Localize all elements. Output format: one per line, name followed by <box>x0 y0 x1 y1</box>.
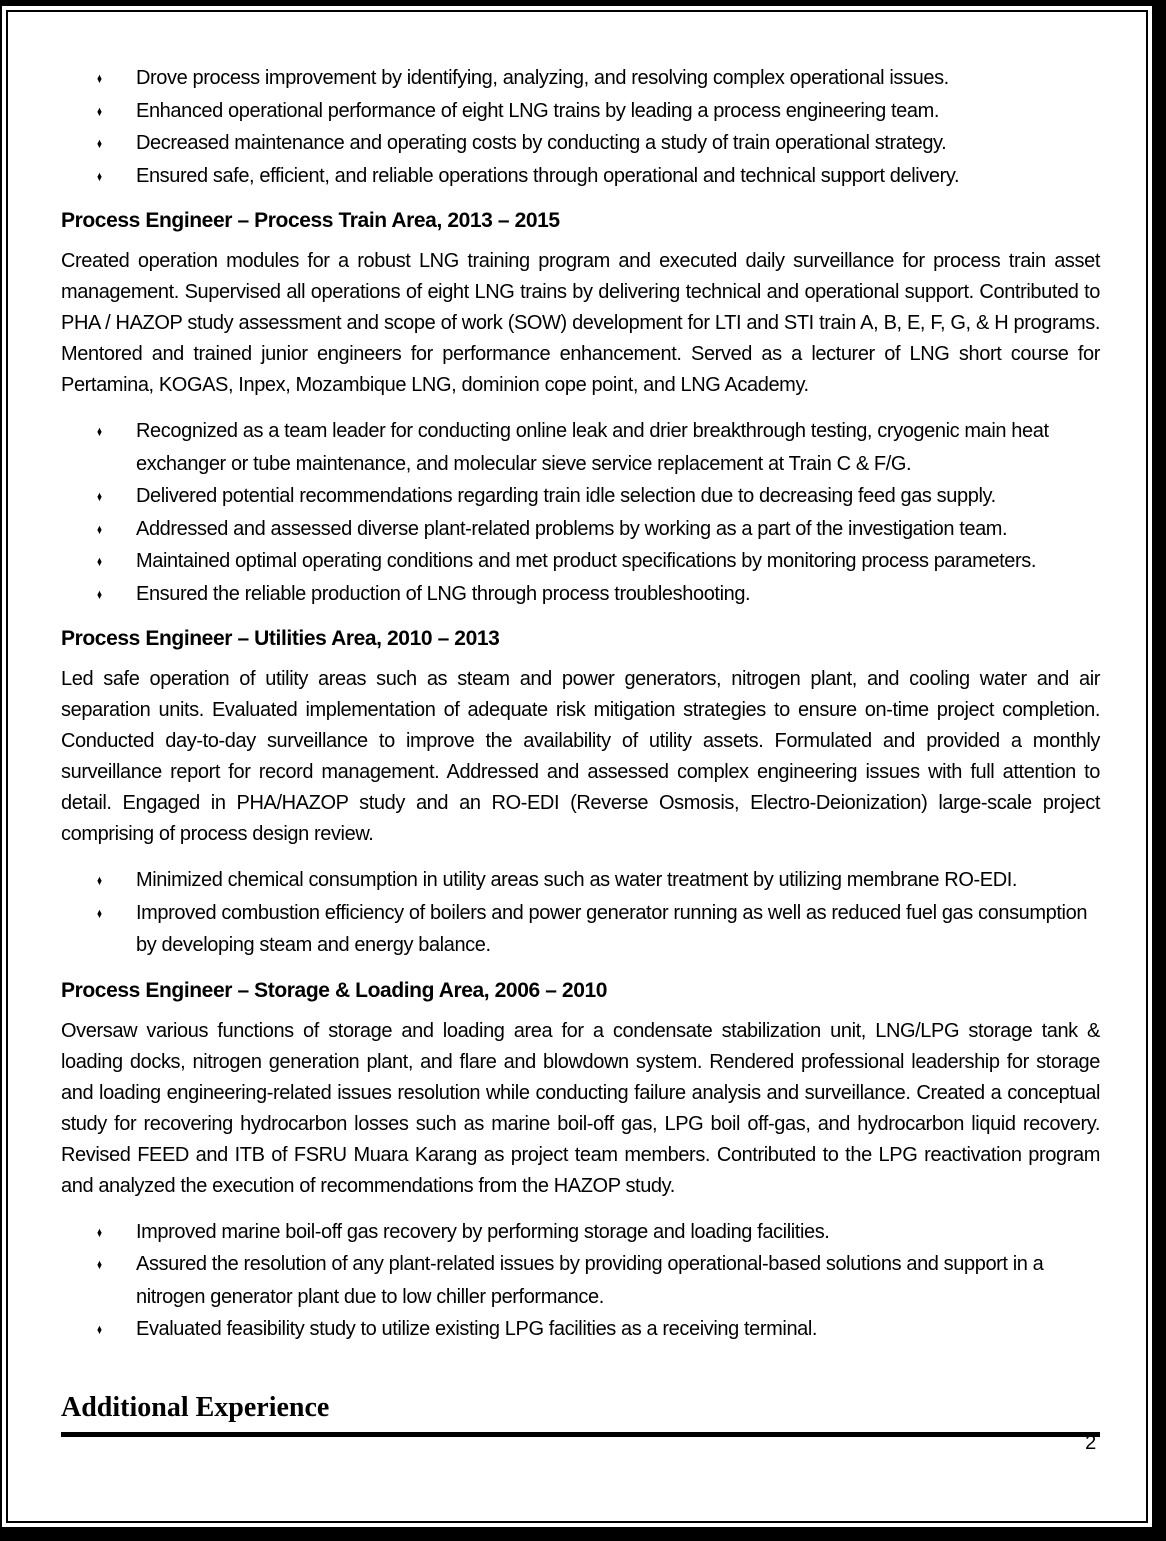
section-paragraph: Oversaw various functions of storage and loading area for a condensate stabilization unit, LNG/LPG storage tank & loading docks, nitrogen generation plant, and flare and blowdown system. Rendered professional leadership for storage and loading engineering-related issues resolution while conducting failure analysis and surveillance. Created a conceptual study for recovering hydrocarbon losses such as marine boil-off gas, LPG boil off-gas, and hydrocarbon liquid recovery. Revised FEED and ITB of FSRU Muara Karang as project team members. Contributed to the LPG reactivation program and analyzed the execution of recommendations from the HAZOP study. <box>61 1019 1100 1197</box>
diamond-bullet-icon: ♦ <box>97 1256 102 1272</box>
page-content <box>61 62 1100 1437</box>
section-paragraph: Led safe operation of utility areas such as steam and power generators, nitrogen plant, and cooling water and air separation units. Evaluated implementation of adequate risk mitigation strategies to ensure on-time project completion. Conducted day-to-day surveillance to improve the availability of utility assets. Formulated and provided a monthly surveillance report for record management. Addressed and assessed complex engineering issues with full attention to detail. Engaged in PHA/HAZOP study and an RO-EDI (Reverse Osmosis, Electro-Deionization) large-scale project comprising of process design review. <box>61 668 1100 845</box>
diamond-bullet-icon: ♦ <box>97 135 102 151</box>
bullet-text: Delivered potential recommendations regarding train idle selection due to decreasing feed gas supply. <box>136 485 996 507</box>
diamond-bullet-icon: ♦ <box>97 1223 102 1240</box>
diamond-bullet-icon: ♦ <box>97 423 102 439</box>
list-item <box>61 160 1100 193</box>
list-item <box>61 62 1100 95</box>
page-frame <box>2 6 1152 1527</box>
section-bullet-list <box>61 415 1100 610</box>
diamond-bullet-icon: ♦ <box>97 553 102 569</box>
section-process-train <box>61 208 1100 610</box>
list-item <box>61 513 1100 546</box>
bullet-text: Minimized chemical consumption in utility areas such as water treatment by utilizing membrane RO-EDI. <box>136 869 1018 891</box>
list-item <box>61 1248 1100 1313</box>
diamond-bullet-icon: ♦ <box>97 872 102 888</box>
diamond-bullet-icon: ♦ <box>97 102 102 119</box>
list-item <box>61 545 1100 578</box>
section-utilities <box>61 626 1100 962</box>
section-heading: Process Engineer – Utilities Area, 2010 – 2013 <box>61 627 500 650</box>
bullet-text: Ensured safe, efficient, and reliable operations through operational and technical support delivery. <box>136 164 960 187</box>
list-item <box>61 864 1100 897</box>
bullet-text: Evaluated feasibility study to utilize existing LPG facilities as a receiving terminal. <box>136 1318 818 1340</box>
diamond-bullet-icon: ♦ <box>97 904 102 921</box>
section-paragraph: Created operation modules for a robust LNG training program and executed daily surveillance for process train asset management. Supervised all operations of eight LNG trains by delivering technical and operational support. Contributed to PHA / HAZOP study assessment and scope of work (SOW) development for LTI and STI train A, B, E, F, G, & H programs. Mentored and trained junior engineers for performance enhancement. Served as a lecturer of LNG short course for Pertamina, KOGAS, Inpex, Mozambique LNG, dominion cope point, and LNG Academy. <box>61 250 1100 396</box>
list-item <box>61 1313 1100 1346</box>
section-heading: Process Engineer – Process Train Area, 2013 – 2015 <box>61 209 560 232</box>
list-item <box>61 578 1100 611</box>
bullet-text: Drove process improvement by identifying, analyzing, and resolving complex operational issues. <box>136 67 949 89</box>
diamond-bullet-icon: ♦ <box>97 70 102 86</box>
diamond-bullet-icon: ♦ <box>97 488 102 504</box>
bullet-text: Improved marine boil-off gas recovery by performing storage and loading facilities. <box>136 1220 830 1243</box>
bullet-text: Recognized as a team leader for conducting online leak and drier breakthrough testing, cryogenic main heat exchanger or tube maintenance, and molecular sieve service replacement at Train C & F/G. <box>136 420 1049 475</box>
diamond-bullet-icon: ♦ <box>97 520 102 537</box>
section-bullet-list <box>61 864 1100 962</box>
bullet-text: Enhanced operational performance of eight LNG trains by leading a process engineering team. <box>136 99 940 122</box>
bullet-text: Assured the resolution of any plant-related issues by providing operational-based solutions and support in a nitrogen generator plant due to low chiller performance. <box>136 1253 1044 1308</box>
section-heading: Process Engineer – Storage & Loading Area, 2006 – 2010 <box>61 978 608 1002</box>
section-storage-loading <box>61 978 1100 1346</box>
diamond-bullet-icon: ♦ <box>97 585 102 602</box>
document-page <box>6 10 1148 1523</box>
list-item <box>61 95 1100 128</box>
section-bullet-list <box>61 1216 1100 1346</box>
bullet-text: Improved combustion efficiency of boilers and power generator running as well as reduced fuel gas consumption by developing steam and energy balance. <box>136 901 1088 956</box>
diamond-bullet-icon: ♦ <box>97 167 102 184</box>
bullet-text: Decreased maintenance and operating costs by conducting a study of train operational strategy. <box>136 132 947 154</box>
bullet-text: Maintained optimal operating conditions and met product specifications by monitoring process parameters. <box>136 550 1037 572</box>
list-item <box>61 127 1100 160</box>
bullet-text: Ensured the reliable production of LNG through process troubleshooting. <box>136 582 751 605</box>
bullet-text: Addressed and assessed diverse plant-related problems by working as a part of the investigation team. <box>136 517 1008 540</box>
list-item <box>61 415 1100 480</box>
list-item <box>61 897 1100 962</box>
additional-experience-heading: Additional Experience <box>61 1391 330 1423</box>
list-item <box>61 480 1100 513</box>
intro-bullet-list <box>61 62 1100 192</box>
page-number: 2 <box>1085 1432 1096 1454</box>
list-item <box>61 1216 1100 1249</box>
section-divider-rule <box>61 1432 1100 1437</box>
diamond-bullet-icon: ♦ <box>97 1321 102 1337</box>
